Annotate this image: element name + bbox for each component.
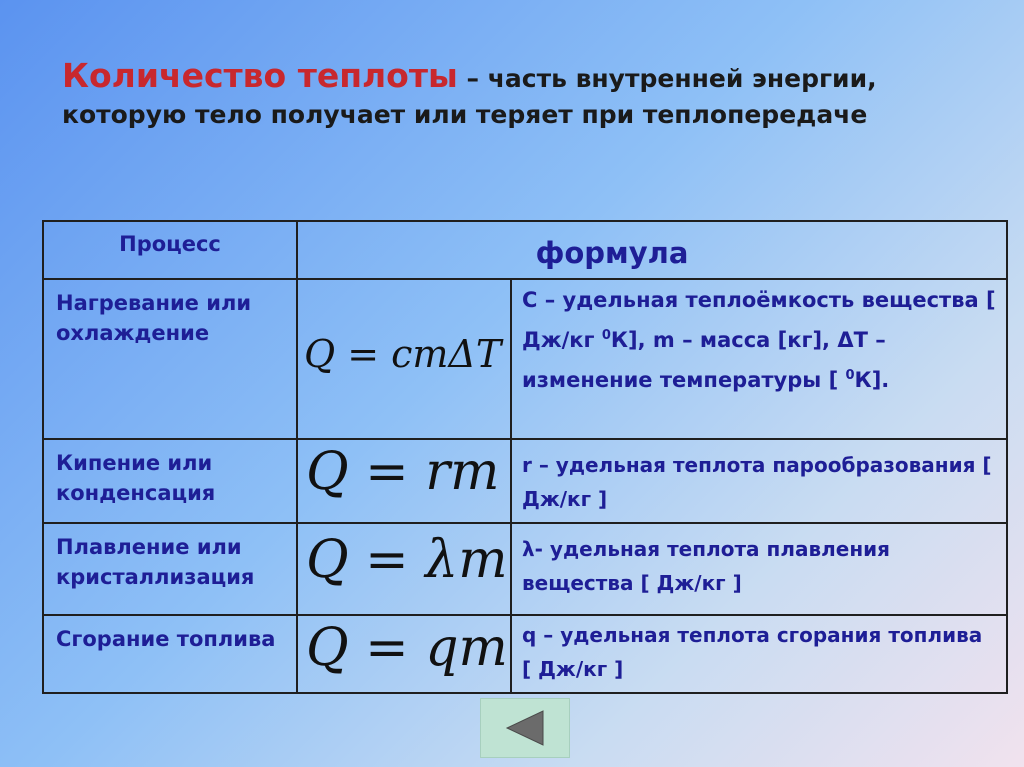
table-row: [43, 439, 1007, 523]
description-cell: q – удельная теплота сгорания топлива [ Дж/кг ]: [511, 615, 1007, 693]
formula: Q = cmΔT: [304, 332, 502, 376]
formula-cell: [297, 279, 511, 439]
process-cell: Сгорание топлива: [43, 615, 297, 693]
header-process: Процесс: [43, 221, 297, 279]
title-definition: – часть внутренней энергии, которую тело получает или теряет при теплопередаче: [62, 64, 877, 129]
formula-cell: [297, 439, 511, 523]
formula-cell: [297, 615, 511, 693]
process-cell: Кипение или конденсация: [43, 439, 297, 523]
header-formula: формула: [297, 221, 1007, 279]
slide-title: [62, 58, 962, 133]
table-row: [43, 615, 1007, 693]
table-row: [43, 279, 1007, 439]
table-row: [43, 523, 1007, 615]
formula-table: [42, 220, 1008, 694]
process-cell: Нагревание или охлаждение: [43, 279, 297, 439]
process-cell: Плавление или кристаллизация: [43, 523, 297, 615]
back-button[interactable]: [480, 698, 570, 758]
triangle-left-icon: [505, 709, 545, 747]
description-cell: r – удельная теплота парообразования [ Дж/кг ]: [511, 439, 1007, 523]
description-cell: λ- удельная теплота плавления вещества [ Дж/кг ]: [511, 523, 1007, 615]
table-header-row: [43, 221, 1007, 279]
description-cell: С – удельная теплоёмкость вещества [ Дж/кг $^0$К], m – масса [кг], ΔТ – изменение температуры [ $^0$К].: [511, 279, 1007, 439]
formula: Q = rm: [306, 442, 500, 502]
formula: Q = λm: [306, 530, 508, 590]
title-term: Количество теплоты: [62, 56, 458, 95]
formula-cell: [297, 523, 511, 615]
formula: Q = qm: [306, 618, 508, 678]
